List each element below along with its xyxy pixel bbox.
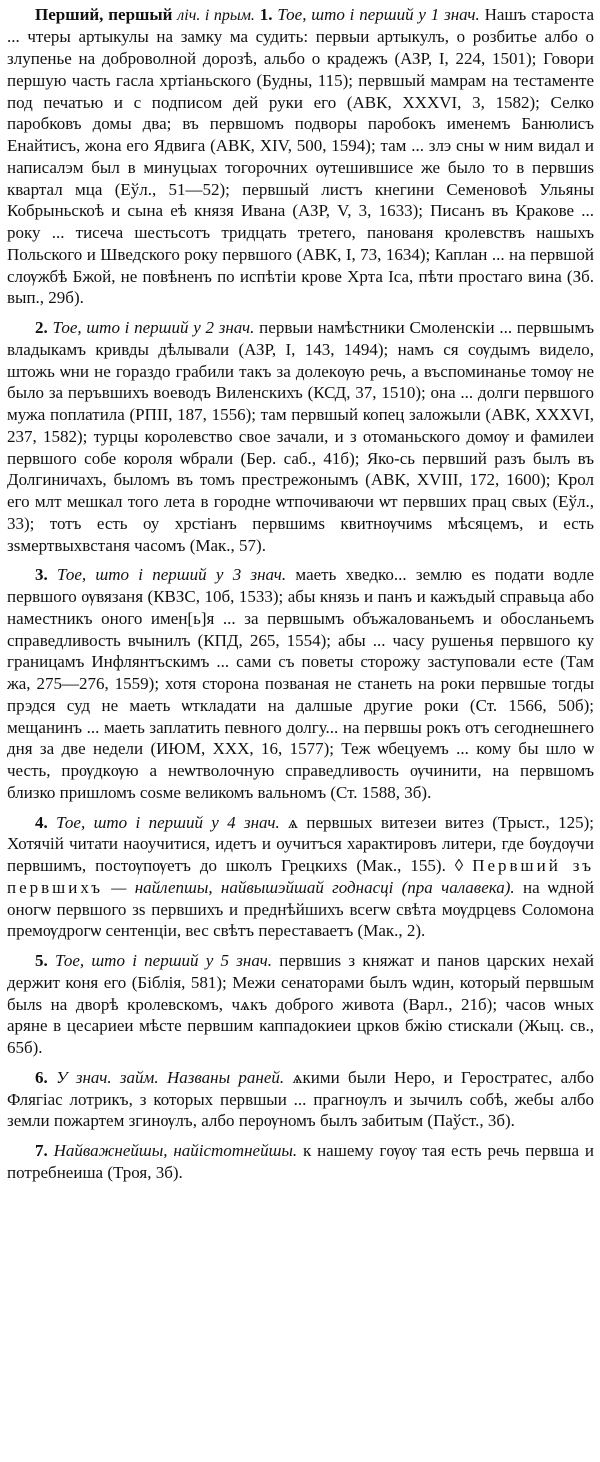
sense-3 bbox=[7, 564, 594, 803]
sense-6 bbox=[7, 1067, 594, 1132]
sense-1 bbox=[7, 4, 594, 309]
sense-definition: Тое, што і перший у 3 знач. bbox=[57, 565, 287, 585]
grammar-label: ліч. і прым. bbox=[177, 7, 255, 24]
sense-definition: Найважнейшы, найістотнейшы. bbox=[53, 1141, 298, 1161]
sense-number: 6. bbox=[35, 1067, 48, 1087]
headword: Перший, першый bbox=[35, 5, 173, 24]
sense-definition: Тое, што і перший у 4 знач. bbox=[56, 812, 280, 832]
sense-citations: маеть хведко... землю еѕ подати водле первшого ѹвязаня (КВЗС, 10б, 1533); абы князь и панъ и кажъдый справьца або наместникъ оного имен[ь]я ... за первшымъ объжалованьемъ и обосланьемъ справедливость вчынилъ (КПД, 265, 1554); абы ... часу рушенья первшого ку границамъ Инфлянтъскимъ ... сами съ поветы сторожу заступовали есте (Там жа, 275—276, 1559); хотя сторона позваная не станеть на роки первшые тогды прэдся суд не маеть ѡткладати на далшые другие роки (Ст. 1566, 50б); мещанинъ ... маеть заплатить певного долгу... на первшы рокъ отъ сегоднешнего дня за две недели (ИЮМ, XXX, 16, 1577); Теж ѡбецуемъ ... кому бы шло ѡ честь, прѹдкѹю а неѡтволочную справедливость ѹчинити, на первшомъ близко пришломъ соѕме великомъ вальномъ (Ст. 1588, 3б). bbox=[7, 565, 595, 802]
sense-number: 2. bbox=[35, 318, 48, 338]
sense-number: 7. bbox=[35, 1141, 48, 1161]
sense-7 bbox=[7, 1140, 594, 1184]
sense-number: 1. bbox=[259, 5, 273, 24]
sense-definition: Тое, што і перший у 5 знач. bbox=[54, 951, 272, 971]
sense-citations: ѧ первшых витезеи витез (Трыст., 125); Хотячій читати наоучитися, идетъ и оучитъся характировъ литери, где бѹдѹчи первшимъ, постѹпѹетъ до школъ Грецкихѕ (Мак., 155). ◊ bbox=[7, 812, 595, 876]
phrase-spaced: Первший зъ первшихъ bbox=[7, 856, 595, 897]
sense-definition: У знач. займ. Названы раней. bbox=[56, 1067, 285, 1087]
sense-number: 5. bbox=[35, 951, 48, 971]
sense-2 bbox=[7, 317, 594, 556]
phrase-citations: на ѡдной оногѡ первшого зѕ первшихъ и преднѣйшихъ всегѡ свѣта мѹдрцевѕ Соломона премѹдрогѡ сентенціи, вес свѣтъ переставаетъ (Мак., 2). bbox=[7, 877, 595, 941]
sense-citations: Нашъ староста ... чтеры артыкулы на замку ма судить: первыи артыкулъ, о розбитье албо о злупенье на доброволной дорозѣ, альбо о крадежъ (АЗР, I, 224, 1501); Говори першую часть гасла хртіаньского (Будны, 115); первшый мамрам на тестаменте под печатью и с подписом дей руки его (АВК, XXXVI, 3, 1582); Селко паробковъ домы два; въ первшомъ подворы паробокъ именемъ Банюлисъ Енайтисъ, жона его Ядвига (АВК, XIV, 500, 1594); там ... злэ сны ѡ ним видал и написалэм был в минуцыах тогорочних ѹтешившисе же было то в первшиѕ квартал мца (Еўл., 51—52); первшый листъ кнегини Семеновоѣ Ульяны Кобрыньскоѣ и сына еѣ князя Ивана (АЗР, V, 3, 1633); Писанъ въ Кракове ... року ... тисеча шестьсотъ тридцать третего, панованя кролевствъ нашыхъ Польского и Шведского року первшого (АВК, I, 73, 1634); Каплан ... на первшой слѹжбѣ Бжой, не повѣненъ по испѣтіи крове Хрта Іса, пѣти простаго вина (Зб. вып., 29б). bbox=[7, 5, 594, 308]
sense-5 bbox=[7, 950, 594, 1059]
sense-citations: к нашему гѹѹ тая есть речь первша и потребнеиша (Троя, 3б). bbox=[7, 1141, 594, 1182]
sense-citations: первыи намѣстники Смоленскіи ... первшымъ владыкамъ кривды дѣлывали (АЗР, I, 143, 1494); намъ ся сѹдымъ видело, штожь ѡни не гораздо грабили такъ за долекѹю речь, а въспоминанье томѹ не было за перъвшихъ воеводъ Виленскихъ (КСД, 37, 1510); она ... долги первшого мужа поплатила (РПІІ, 187, 1556); там первшый копец заложыли (АВК, XXXVI, 237, 1582); турцы королевство свое зачали, и з отоманьского домѹ и фамилеи первшого собе короля ѡбрали (Бер. саб., 41б); Яко-сь первший разъ былъ въ Долгиничахъ, быломъ въ томъ престрежонымъ (АВК, XVIII, 172, 1600); Крол его млт мешкал того лета в городне ѡтпочиваючи ѡт первших прац свых (Еўл., 33); тотъ есть оу хрстіанъ первшимѕ квитнѹчимѕ мѣсяцемъ, и есть зѕмертвыхвстаня часомъ (Мак., 57). bbox=[7, 318, 595, 555]
sense-number: 4. bbox=[35, 812, 48, 832]
sense-4 bbox=[7, 812, 594, 943]
sense-citations: первшиѕ з княжат и панов царских нехай держит коня его (Біблія, 581); Межи сенаторами былъ ѡдин, который первшым былѕ на дворѣ кролевскомъ, чѧкъ доброго живота (Варл., 21б); часов ѡных аряне в цесариеи мѣсте первшим каппадокиеи цркoв бжію стискали (Жыц. св., 65б). bbox=[7, 951, 594, 1058]
sense-definition: Тое, што і перший у 1 знач. bbox=[277, 5, 480, 24]
sense-definition: Тое, што і перший у 2 знач. bbox=[52, 318, 255, 338]
phrase-definition: — найлепшы, найвышэйшай годнасці (пра чалавека). bbox=[111, 877, 515, 897]
sense-citations: ѧкими были Неро, и Геростратес, албо Флягіас лотрикъ, з которых первшыи ... прагнѹлъ и зычилъ собѣ, жебы албо земли пожартем згинѹлъ, албо перѹномъ былъ забитым (Паўст., 3б). bbox=[7, 1067, 595, 1131]
sense-number: 3. bbox=[35, 565, 48, 585]
